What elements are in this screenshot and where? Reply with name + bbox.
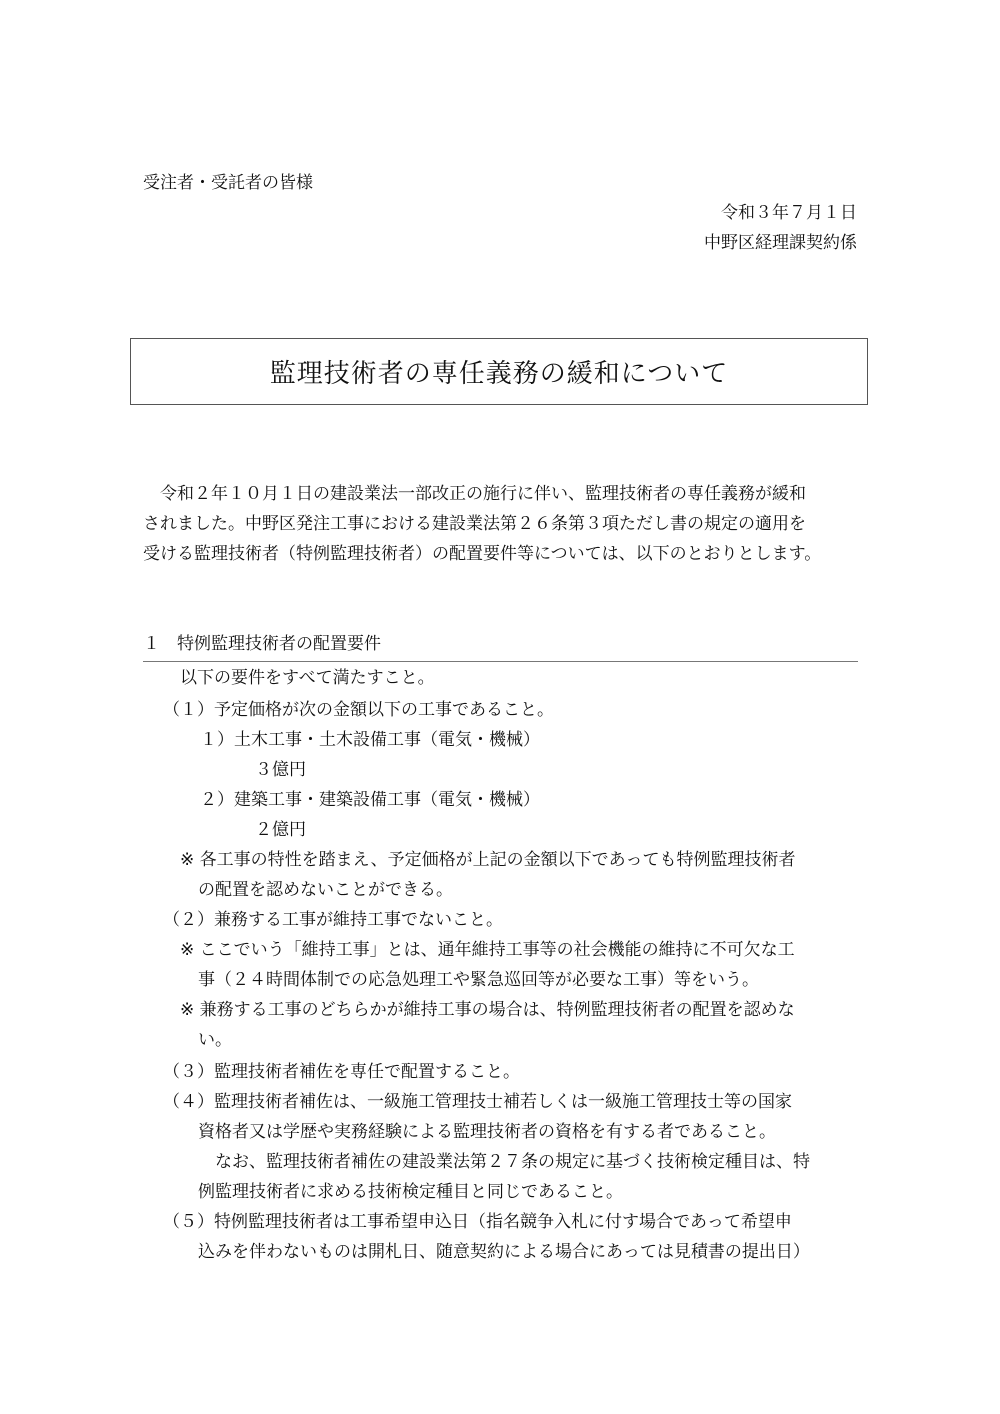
issue-date: 令和３年７月１日: [721, 203, 857, 223]
requirement-4: 資格者又は学歴や実務経験による監理技術者の資格を有する者であること。: [198, 1122, 776, 1142]
requirement-3: （３）監理技術者補佐を専任で配置すること。: [163, 1062, 520, 1082]
requirement-4: 例監理技術者に求める技術検定種目と同じであること。: [198, 1182, 623, 1202]
requirement-1-sub-2-amount: ２億円: [255, 820, 306, 840]
addressee: 受注者・受託者の皆様: [143, 173, 313, 193]
requirement-1-note: の配置を認めないことができる。: [198, 880, 453, 900]
document-title: 監理技術者の専任義務の緩和について: [269, 359, 729, 389]
section-heading: １ 特例監理技術者の配置要件: [143, 634, 381, 654]
requirement-1: （１）予定価格が次の金額以下の工事であること。: [163, 700, 554, 720]
section-lead: 以下の要件をすべて満たすこと。: [180, 668, 435, 688]
intro-line: 受ける監理技術者（特例監理技術者）の配置要件等については、以下のとおりとします。: [143, 544, 822, 564]
requirement-1-sub-1: １）土木工事・土木設備工事（電気・機械）: [200, 730, 540, 750]
requirement-2-note-2: ※ 兼務する工事のどちらかが維持工事の場合は、特例監理技術者の配置を認めな: [180, 1000, 795, 1020]
requirement-5: （５）特例監理技術者は工事希望申込日（指名競争入札に付す場合であって希望申: [163, 1212, 792, 1232]
requirement-5: 込みを伴わないものは開札日、随意契約による場合にあっては見積書の提出日）: [198, 1242, 810, 1262]
requirement-1-note: ※ 各工事の特性を踏まえ、予定価格が上記の金額以下であっても特例監理技術者: [180, 850, 796, 870]
document-title-box: [130, 338, 868, 405]
requirement-1-sub-1-amount: ３億円: [255, 760, 306, 780]
requirement-2: （２）兼務する工事が維持工事でないこと。: [163, 910, 503, 930]
requirement-2-note-1: ※ ここでいう「維持工事」とは、通年維持工事等の社会機能の維持に不可欠な工: [180, 940, 795, 960]
requirement-2-note-1: 事（２４時間体制での応急処理工や緊急巡回等が必要な工事）等をいう。: [198, 970, 759, 990]
requirement-4: なお、監理技術者補佐の建設業法第２７条の規定に基づく技術検定種目は、特: [215, 1152, 810, 1172]
requirement-4: （４）監理技術者補佐は、一級施工管理技士補若しくは一級施工管理技士等の国家: [163, 1092, 792, 1112]
issuer: 中野区経理課契約係: [704, 233, 857, 253]
requirement-2-note-2: い。: [198, 1030, 232, 1050]
requirement-1-sub-2: ２）建築工事・建築設備工事（電気・機械）: [200, 790, 540, 810]
section-divider: [143, 661, 858, 662]
intro-line: 令和２年１０月１日の建設業法一部改正の施行に伴い、監理技術者の専任義務が緩和: [160, 484, 806, 504]
intro-line: されました。中野区発注工事における建設業法第２６条第３項ただし書の規定の適用を: [143, 514, 806, 534]
